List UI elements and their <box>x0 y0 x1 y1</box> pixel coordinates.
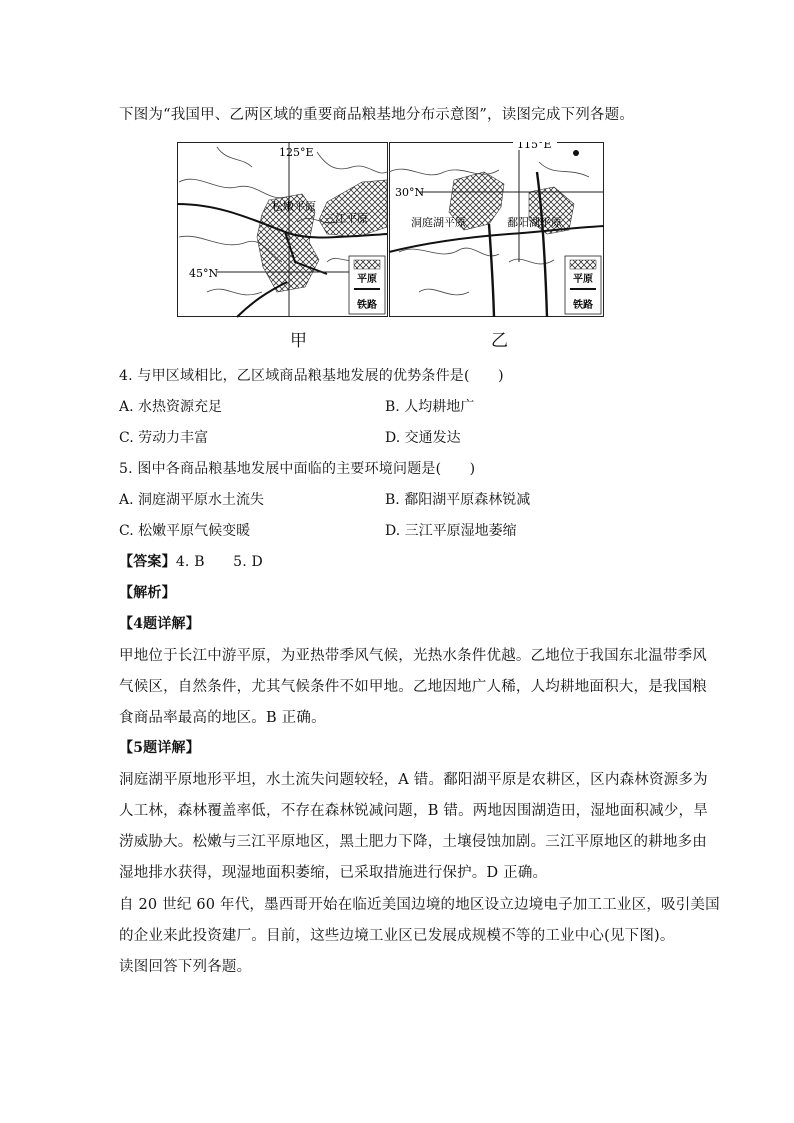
jia-plain-songnen: 松嫩平原 <box>272 200 316 213</box>
detail4-line: 气候区，自然条件，尤其气候条件不如甲地。乙地因地广人稀，人均耕地面积大，是我国粮 <box>119 679 707 695</box>
yi-legend-plain-swatch <box>570 260 596 269</box>
q4-stem: 4. 与甲区域相比，乙区域商品粮基地发展的优势条件是( ) <box>119 368 504 384</box>
next-passage-line: 的企业来此投资建厂。目前，这些边境工业区已发展成规模不等的工业中心(见下图)。 <box>119 928 675 944</box>
map-yi-caption: 乙 <box>491 331 508 351</box>
map-jia-caption: 甲 <box>290 331 307 351</box>
q4-option-a: A. 水热资源充足 <box>119 399 223 415</box>
q4-option-b: B. 人均耕地广 <box>385 399 475 415</box>
yi-legend-rail: 铁路 <box>573 300 593 311</box>
yi-lat-label: 30°N <box>395 186 425 199</box>
detail5-line: 涝威胁大。松嫩与三江平原地区，黑土肥力下降，土壤侵蚀加剧。三江平原地区的耕地多由 <box>119 834 707 850</box>
yi-plain-poyang: 鄱阳湖平原 <box>507 216 562 229</box>
jia-legend-plain: 平原 <box>357 274 377 285</box>
detail4-label: 【4题详解】 <box>119 616 200 632</box>
jia-legend-rail: 铁路 <box>357 300 377 311</box>
detail5-label: 【5题详解】 <box>119 740 200 756</box>
detail5-line: 人工林，森林覆盖率低，不存在森林锐减问题，B 错。两地因围湖造田，湿地面积减少，旱 <box>119 803 708 819</box>
analysis-label: 【解析】 <box>119 585 176 601</box>
jia-legend-plain-swatch <box>354 260 380 269</box>
yi-city-dot <box>573 150 579 156</box>
yi-legend-plain: 平原 <box>573 274 593 285</box>
yi-lon-label: 115°E <box>517 142 552 151</box>
q5-option-b: B. 鄱阳湖平原森林锐减 <box>385 492 531 508</box>
q4-option-c: C. 劳动力丰富 <box>119 430 209 446</box>
map-yi <box>389 142 604 317</box>
q5-stem: 5. 图中各商品粮基地发展中面临的主要环境问题是( ) <box>119 461 476 477</box>
next-passage-line: 读图回答下列各题。 <box>119 959 252 975</box>
map-jia <box>177 142 388 317</box>
q5-option-d: D. 三江平原湿地萎缩 <box>385 523 517 539</box>
answer-line <box>119 551 263 571</box>
next-passage-line: 自 20 世纪 60 年代，墨西哥开始在临近美国边境的地区设立边境电子加工工业区，吸引美国 <box>119 897 720 913</box>
answer-text: 4. B 5. D <box>175 554 263 570</box>
q4-option-d: D. 交通发达 <box>385 430 461 446</box>
map-figure <box>177 142 605 318</box>
detail4-line: 甲地位于长江中游平原，为亚热带季风气候，光热水条件优越。乙地位于我国东北温带季风 <box>119 648 707 664</box>
answer-label: 【答案】 <box>119 554 176 570</box>
q5-option-a: A. 洞庭湖平原水土流失 <box>119 492 265 508</box>
q5-option-c: C. 松嫩平原气候变暖 <box>119 523 251 539</box>
jia-lat-label: 45°N <box>189 267 219 280</box>
yi-plain-dongting: 洞庭湖平原 <box>411 216 466 229</box>
detail5-line: 洞庭湖平原地形平坦，水土流失问题较轻，A 错。鄱阳湖平原是农耕区，区内森林资源多为 <box>119 772 708 788</box>
jia-lon-label: 125°E <box>279 146 314 159</box>
detail4-line: 食商品率最高的地区。B 正确。 <box>119 710 326 726</box>
map-svg <box>177 142 605 318</box>
jia-plain-sanjiang: 三江平原 <box>324 212 368 225</box>
intro-text: 下图为“我国甲、乙两区域的重要商品粮基地分布示意图”，读图完成下列各题。 <box>119 107 635 123</box>
detail5-line: 湿地排水获得，现湿地面积萎缩，已采取措施进行保护。D 正确。 <box>119 865 548 881</box>
